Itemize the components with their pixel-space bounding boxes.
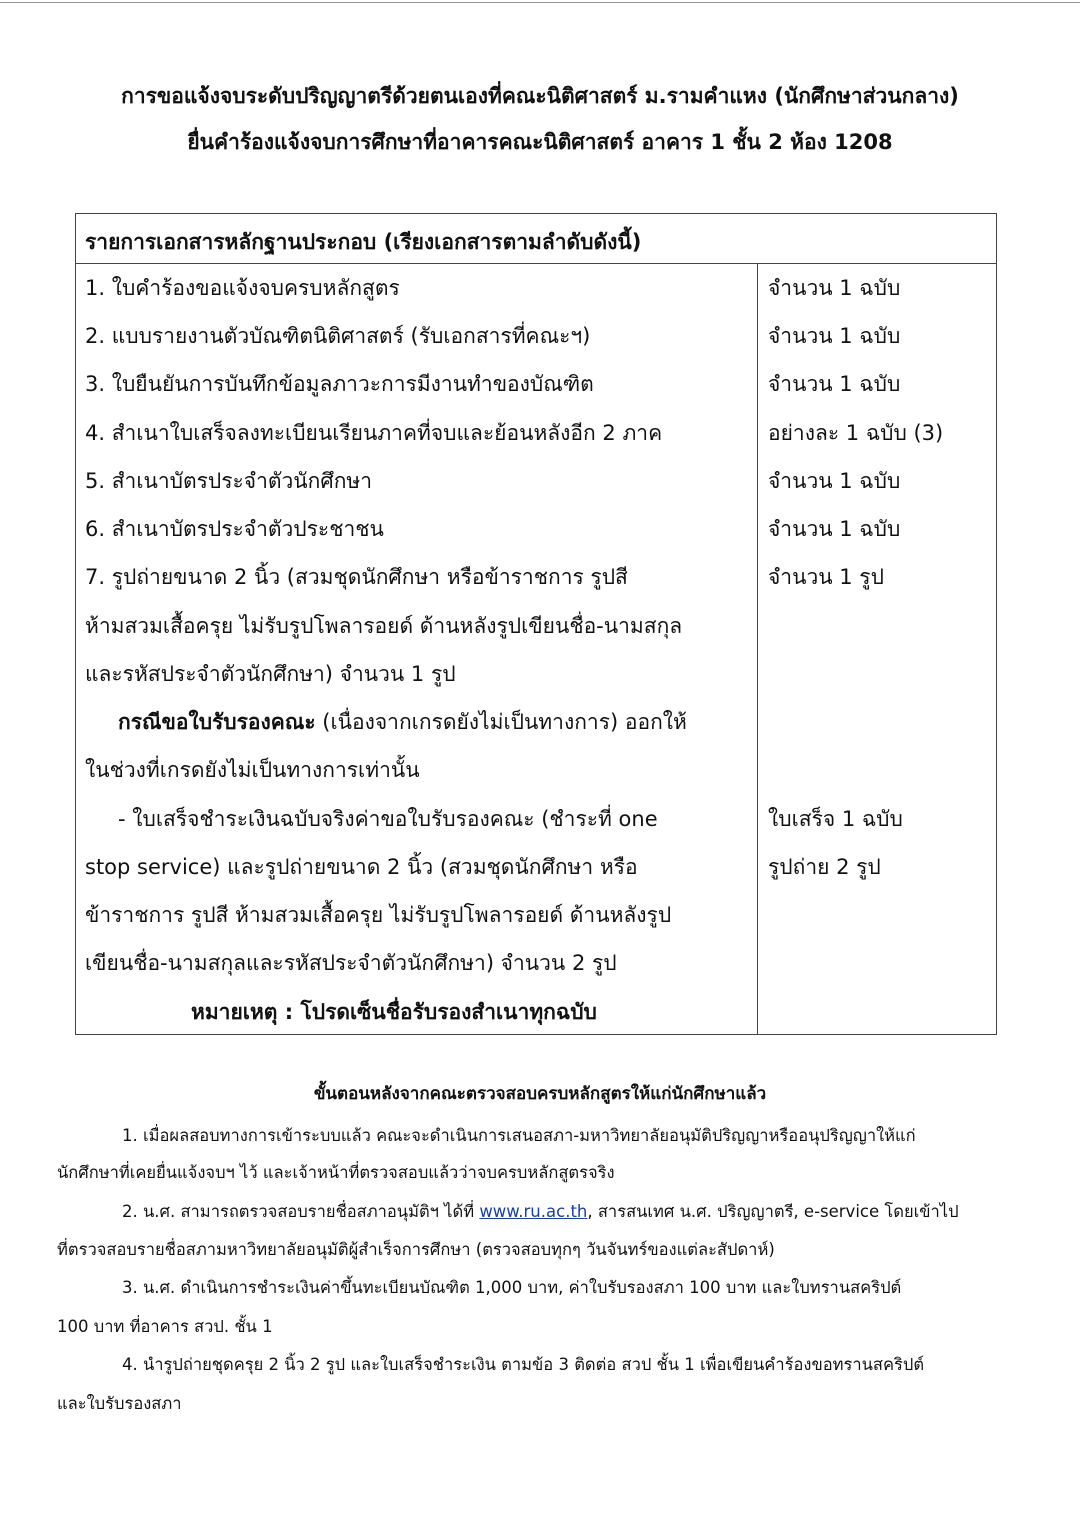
document-qty-1: จำนวน 1 ฉบับ [768,276,901,300]
ru-website-link[interactable]: www.ru.ac.th [479,1202,588,1221]
faculty-cert-line: - ใบเสร็จชำระเงินฉบับจริงค่าขอใบรับรองคณะ (ชำระที่ one [118,807,658,831]
document-item-2: 2. แบบรายงานตัวบัณฑิตนิติศาสตร์ (รับเอกสารที่คณะฯ) [85,324,591,348]
step-2-line-1 [122,1199,959,1225]
document-item-7-cont: และรหัสประจำตัวนักศึกษา) จำนวน 1 รูป [85,662,456,686]
steps-title: ขั้นตอนหลังจากคณะตรวจสอบครบหลักสูตรให้แก่นักศึกษาแล้ว [313,1084,767,1104]
faculty-cert-label: กรณีขอใบรับรองคณะ [118,710,316,734]
page-title: การขอแจ้งจบระดับปริญญาตรีด้วยตนเองที่คณะนิติศาสตร์ ม.รามคำแหง (นักศึกษาส่วนกลาง) [121,84,959,108]
faculty-cert-desc: (เนื่องจากเกรดยังไม่เป็นทางการ) ออกให้ [315,710,687,734]
document-qty-7: จำนวน 1 รูป [768,565,884,589]
step-2-text: 2. น.ศ. สามารถตรวจสอบรายชื่อสภาอนุมัติฯ ได้ที่ [122,1202,480,1221]
document-qty-5: จำนวน 1 ฉบับ [768,469,901,493]
faculty-cert-qty-photo: รูปถ่าย 2 รูป [768,855,881,879]
step-2-text: , สารสนเทศ น.ศ. ปริญญาตรี, e-service โดยเข้าไป [587,1202,959,1221]
step-1-line-1: 1. เมื่อผลสอบทางการเข้าระบบแล้ว คณะจะดำเนินการเสนอสภา-มหาวิทยาลัยอนุมัติปริญญาหรืออนุปริญญาให้แก่ [122,1126,916,1145]
faculty-cert-line: เขียนชื่อ-นามสกุลและรหัสประจำตัวนักศึกษา) จำนวน 2 รูป [85,951,617,975]
document-qty-6: จำนวน 1 ฉบับ [768,517,901,541]
faculty-cert-heading [118,706,687,739]
step-1-line-2: นักศึกษาที่เคยยื่นแจ้งจบฯ ไว้ และเจ้าหน้าที่ตรวจสอบแล้วว่าจบครบหลักสูตรจริง [57,1163,615,1182]
document-item-7: 7. รูปถ่ายขนาด 2 นิ้ว (สวมชุดนักศึกษา หรือข้าราชการ รูปสี [85,565,628,589]
table-note: หมายเหตุ : โปรดเซ็นชื่อรับรองสำเนาทุกฉบับ [191,1000,597,1024]
faculty-cert-line: stop service) และรูปถ่ายขนาด 2 นิ้ว (สวมชุดนักศึกษา หรือ [85,855,638,879]
document-item-5: 5. สำเนาบัตรประจำตัวนักศึกษา [85,469,373,493]
document-qty-4: อย่างละ 1 ฉบับ (3) [768,421,944,445]
column-divider [757,264,758,1034]
top-border [0,2,1080,3]
page-subtitle: ยื่นคำร้องแจ้งจบการศึกษาที่อาคารคณะนิติศาสตร์ อาคาร 1 ชั้น 2 ห้อง 1208 [187,130,893,154]
faculty-cert-line: ข้าราชการ รูปสี ห้ามสวมเสื้อครุย ไม่รับรูปโพลารอยด์ ด้านหลังรูป [85,903,672,927]
document-qty-2: จำนวน 1 ฉบับ [768,324,901,348]
documents-table [75,213,997,1035]
table-header: รายการเอกสารหลักฐานประกอบ (เรียงเอกสารตามลำดับดังนี้) [76,214,996,264]
document-item-1: 1. ใบคำร้องขอแจ้งจบครบหลักสูตร [85,276,400,300]
document-item-4: 4. สำเนาใบเสร็จลงทะเบียนเรียนภาคที่จบและย้อนหลังอีก 2 ภาค [85,421,663,445]
document-item-3: 3. ใบยืนยันการบันทึกข้อมูลภาวะการมีงานทำของบัณฑิต [85,372,594,396]
document-item-6: 6. สำเนาบัตรประจำตัวประชาชน [85,517,384,541]
step-4-line-1: 4. นำรูปถ่ายชุดครุย 2 นิ้ว 2 รูป และใบเสร็จชำระเงิน ตามข้อ 3 ติดต่อ สวป ชั้น 1 เพื่อเขียนคำร้องขอทรานสคริปต์ [122,1355,925,1374]
faculty-cert-qty-receipt: ใบเสร็จ 1 ฉบับ [768,807,903,831]
faculty-cert-line: ในช่วงที่เกรดยังไม่เป็นทางการเท่านั้น [85,758,420,782]
step-2-line-2: ที่ตรวจสอบรายชื่อสภามหาวิทยาลัยอนุมัติผู้สำเร็จการศึกษา (ตรวจสอบทุกๆ วันจันทร์ของแต่ละสัปดาห์) [57,1240,775,1259]
document-item-7-cont: ห้ามสวมเสื้อครุย ไม่รับรูปโพลารอยด์ ด้านหลังรูปเขียนชื่อ-นามสกุล [85,614,683,638]
step-3-line-1: 3. น.ศ. ดำเนินการชำระเงินค่าขึ้นทะเบียนบัณฑิต 1,000 บาท, ค่าใบรับรองสภา 100 บาท และใบทรานสคริปต์ [122,1278,902,1297]
step-4-line-2: และใบรับรองสภา [57,1394,182,1413]
document-qty-3: จำนวน 1 ฉบับ [768,372,901,396]
step-3-line-2: 100 บาท ที่อาคาร สวป. ชั้น 1 [57,1317,273,1336]
